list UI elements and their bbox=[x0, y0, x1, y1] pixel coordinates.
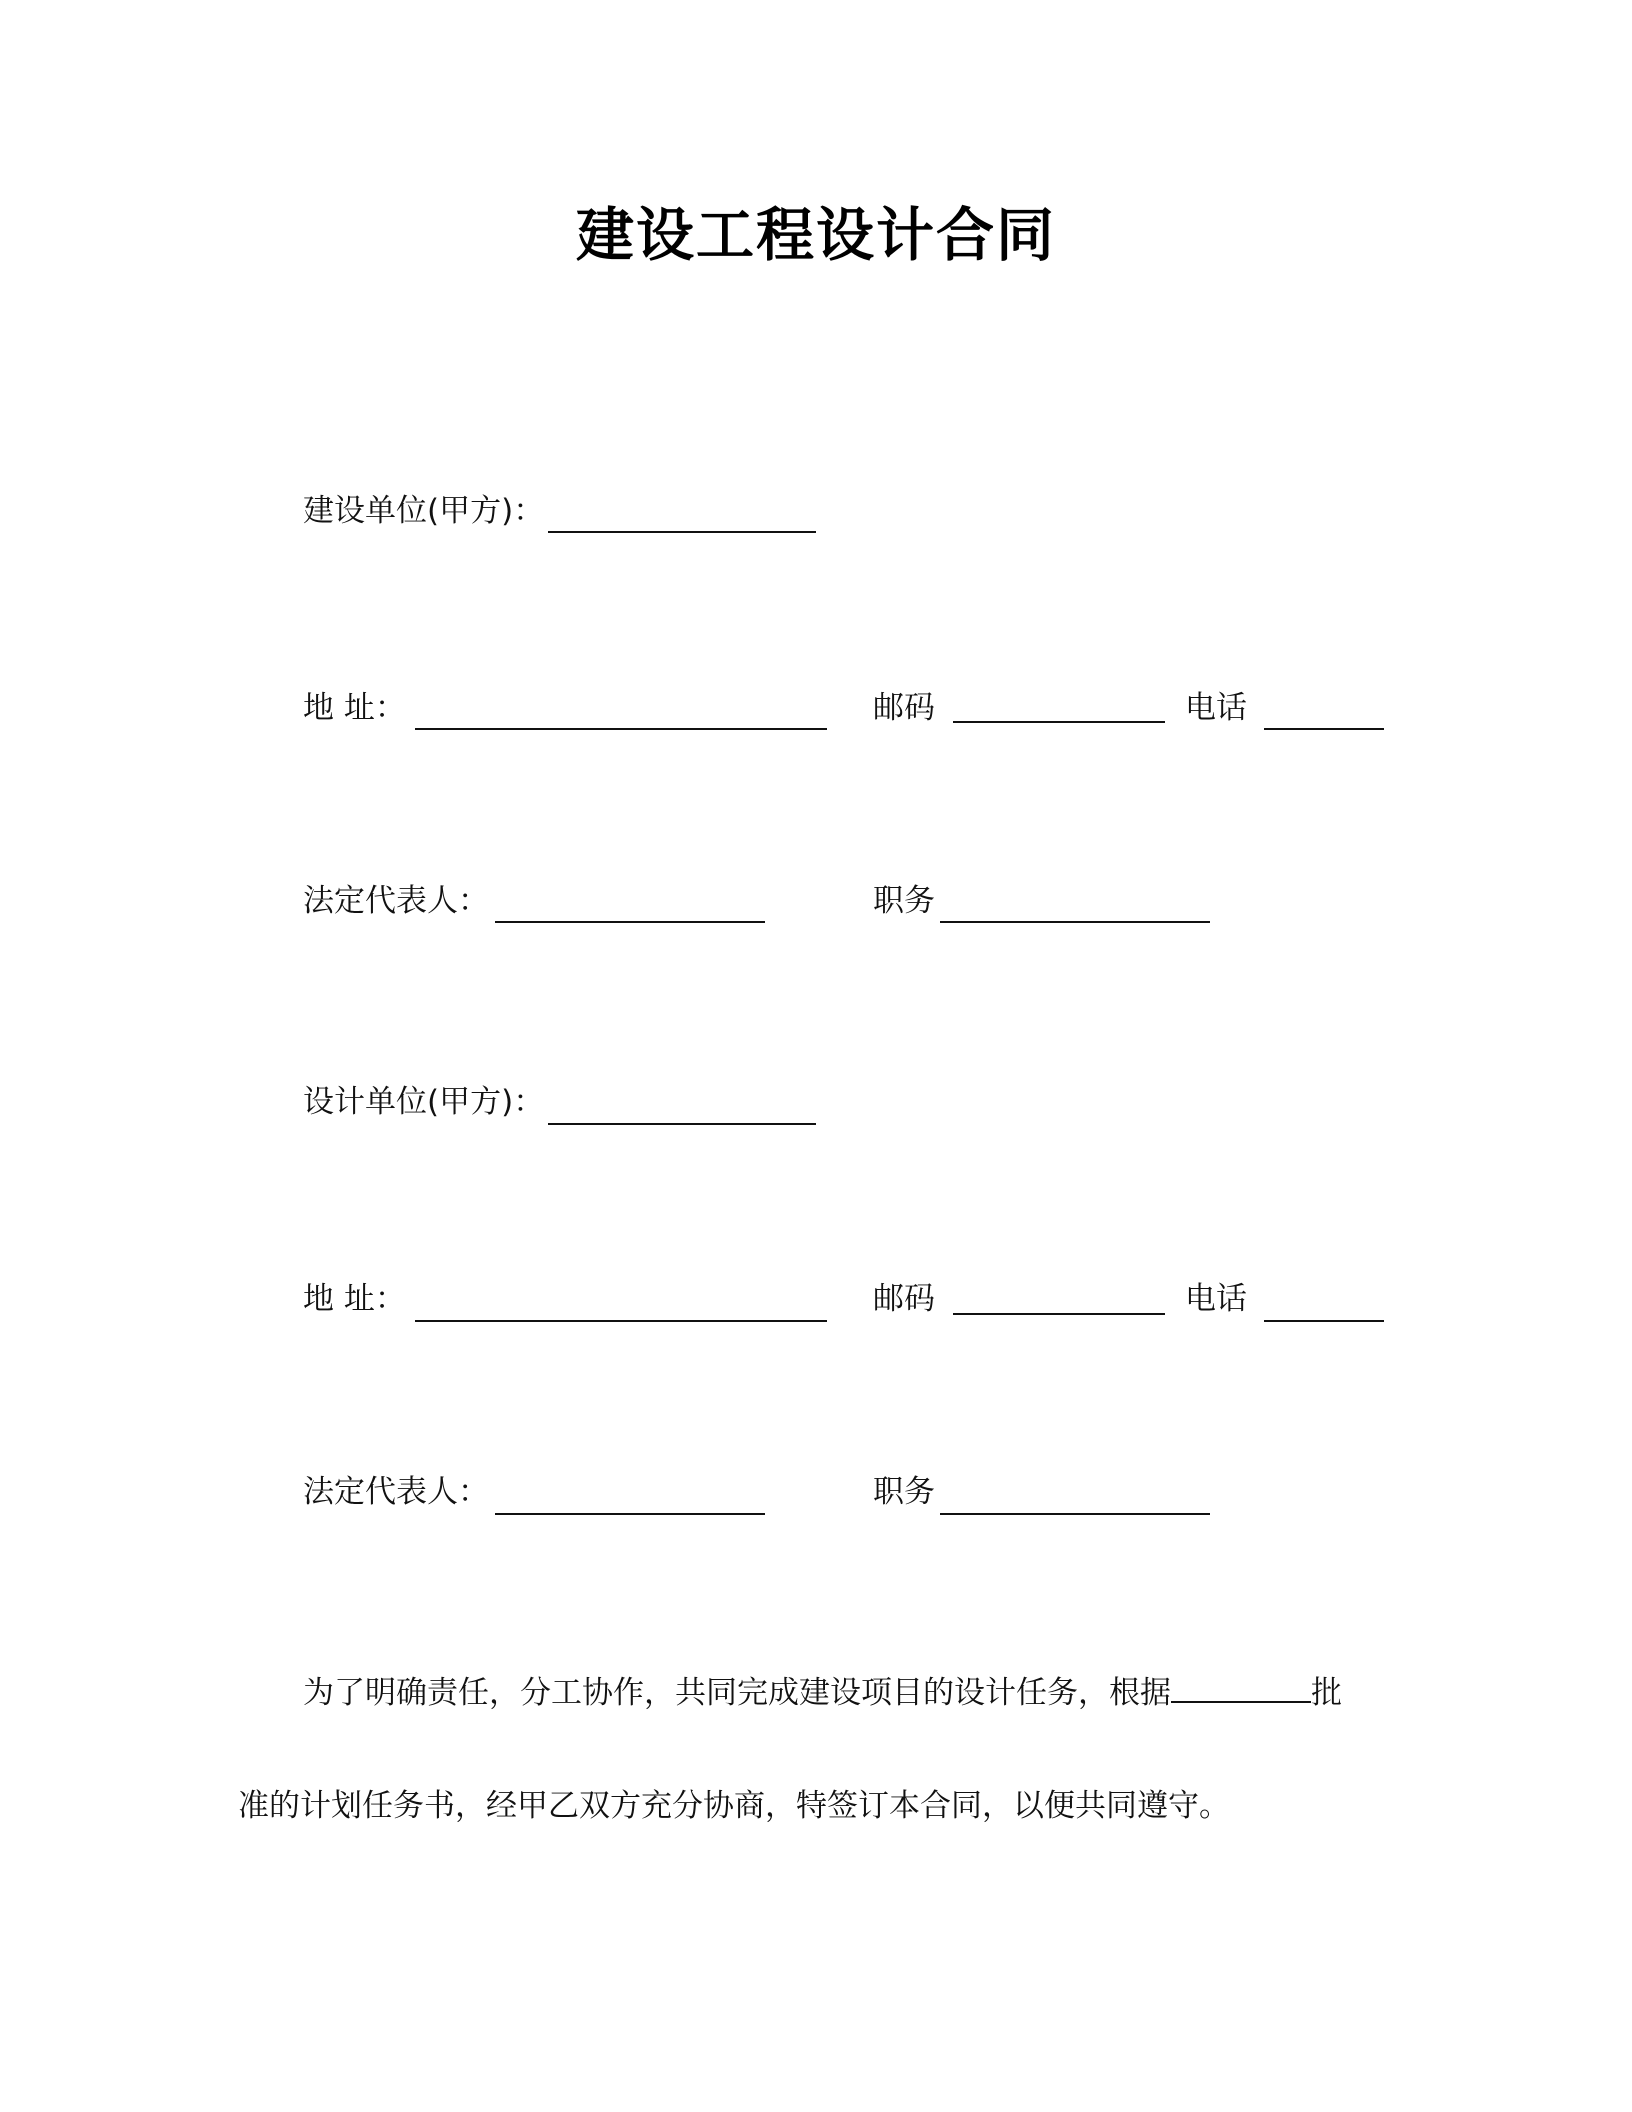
party-b-postcode-field[interactable] bbox=[953, 1313, 1165, 1315]
party-a-unit-field[interactable] bbox=[548, 531, 816, 533]
preamble-line-1-end: 批 bbox=[1311, 1675, 1342, 1711]
document-title: 建设工程设计合同 bbox=[575, 201, 1056, 269]
party-a-position-field[interactable] bbox=[940, 921, 1210, 923]
preamble-line-1-text: 为了明确责任，分工协作，共同完成建设项目的设计任务，根据 bbox=[303, 1675, 1171, 1711]
party-b-position-field[interactable] bbox=[940, 1513, 1210, 1515]
party-a-phone-label: 电话 bbox=[1185, 690, 1247, 726]
party-a-legal-rep-field[interactable] bbox=[495, 921, 765, 923]
party-a-postcode-label: 邮码 bbox=[873, 690, 935, 726]
preamble-line-1 bbox=[303, 1671, 1342, 1715]
party-a-position-label: 职务 bbox=[873, 883, 935, 919]
party-a-address-field[interactable] bbox=[415, 728, 827, 730]
party-b-unit-field[interactable] bbox=[548, 1123, 816, 1125]
party-b-postcode-label: 邮码 bbox=[873, 1281, 935, 1317]
preamble-approval-blank[interactable] bbox=[1171, 1671, 1311, 1703]
party-b-legal-rep-field[interactable] bbox=[495, 1513, 765, 1515]
party-b-position-label: 职务 bbox=[873, 1474, 935, 1510]
party-a-postcode-field[interactable] bbox=[953, 721, 1165, 723]
party-b-address-label: 地 址： bbox=[303, 1281, 406, 1317]
party-b-legal-rep-label: 法定代表人： bbox=[303, 1474, 489, 1510]
party-a-address-label: 地 址： bbox=[303, 690, 406, 726]
party-b-address-field[interactable] bbox=[415, 1320, 827, 1322]
party-a-phone-field[interactable] bbox=[1264, 728, 1384, 730]
party-b-unit-label: 设计单位(甲方)： bbox=[303, 1084, 545, 1120]
party-b-phone-label: 电话 bbox=[1185, 1281, 1247, 1317]
party-a-legal-rep-label: 法定代表人： bbox=[303, 883, 489, 919]
preamble-line-2: 准的计划任务书，经甲乙双方充分协商，特签订本合同，以便共同遵守。 bbox=[238, 1788, 1230, 1824]
party-b-phone-field[interactable] bbox=[1264, 1320, 1384, 1322]
party-a-unit-label: 建设单位(甲方)： bbox=[303, 493, 545, 529]
